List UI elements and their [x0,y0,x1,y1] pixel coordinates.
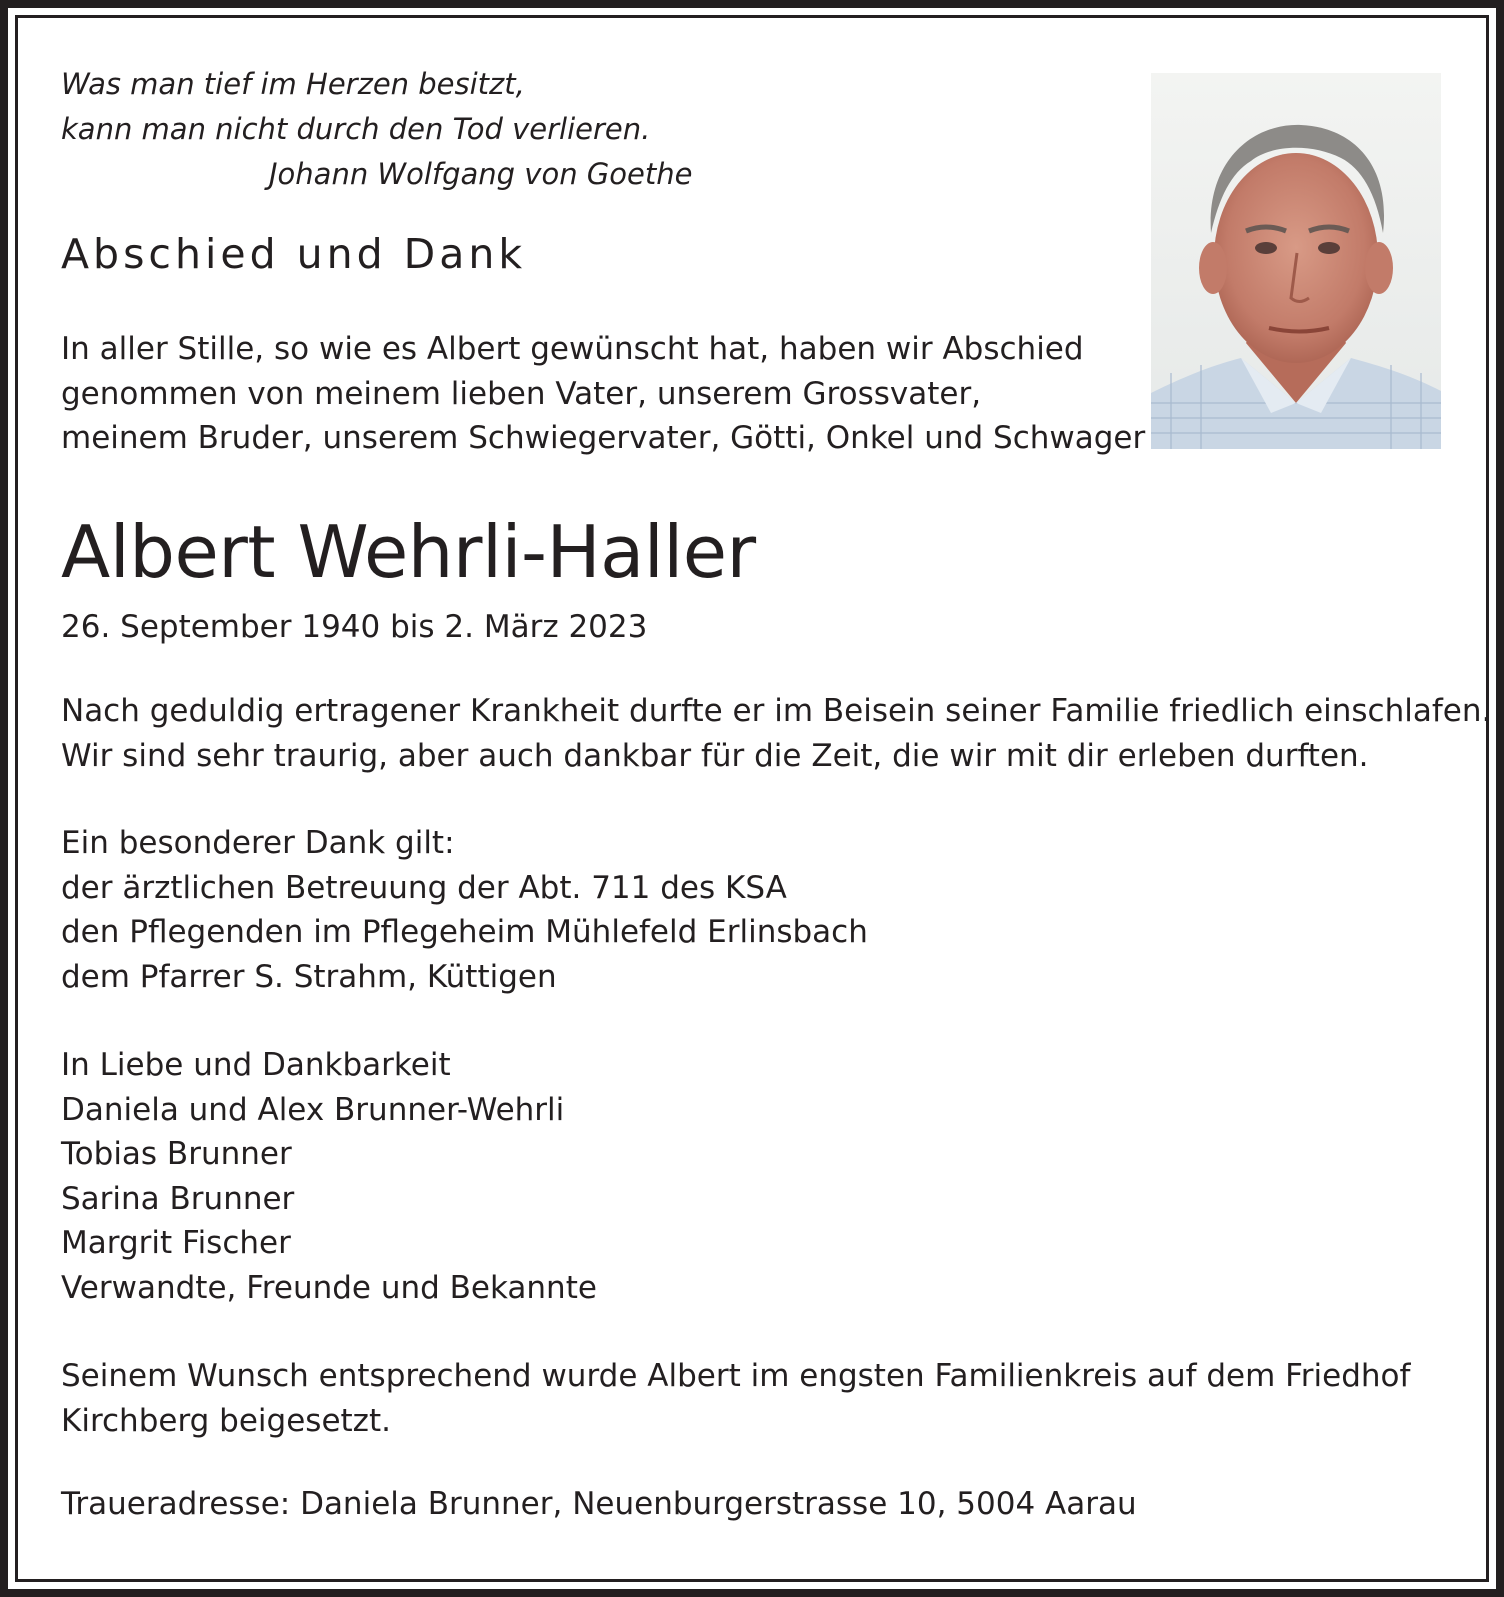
quote-author: Johann Wolfgang von Goethe [269,157,693,191]
signatory-line: Daniela und Alex Brunner-Wehrli [61,1091,565,1128]
heading: Abschied und Dank [61,230,527,278]
signatory-line: Tobias Brunner [61,1136,292,1172]
thanks-line: den Pflegenden im Pflegeheim Mühlefeld Erlinsbach [61,914,868,950]
paragraph-line: Wir sind sehr traurig, aber auch dankbar für die Zeit, die wir mit dir erleben durften. [61,737,1369,774]
portrait-illustration [1151,73,1441,449]
signatory-line: Sarina Brunner [61,1180,295,1217]
signatory-line: Margrit Fischer [61,1225,291,1261]
signatories-section [61,1043,597,1310]
intro-text [61,327,1145,461]
signatory-line: In Liebe und Dankbarkeit [61,1047,451,1083]
thanks-section [61,821,868,999]
quote-line: kann man nicht durch den Tod verlieren. [61,112,651,146]
thanks-line: Ein besonderer Dank gilt: [61,825,455,861]
deceased-name: Albert Wehrli-Haller [61,510,756,594]
intro-line: meinem Bruder, unserem Schwiegervater, Götti, Onkel und Schwager [61,420,1146,456]
burial-line: Kirchberg beigesetzt. [61,1402,391,1439]
quote-line: Was man tief im Herzen besitzt, [61,67,525,101]
burial-line: Seinem Wunsch entsprechend wurde Albert im engsten Familienkreis auf dem Friedhof [61,1358,1411,1394]
mourning-address: Traueradresse: Daniela Brunner, Neuenburgerstrasse 10, 5004 Aarau [61,1486,1137,1522]
thanks-line: dem Pfarrer S. Strahm, Küttigen [61,958,557,995]
life-dates: 26. September 1940 bis 2. März 2023 [61,609,648,645]
quote [61,62,650,152]
intro-line: genommen von meinem lieben Vater, unserem Grossvater, [61,375,982,412]
intro-line: In aller Stille, so wie es Albert gewünscht hat, haben wir Abschied [61,331,1084,367]
paragraph-line: Nach geduldig ertragener Krankheit durfte er im Beisein seiner Familie friedlich einschlafen. [61,693,1492,729]
thanks-line: der ärztlichen Betreuung der Abt. 711 des KSA [61,869,787,906]
burial-notice [61,1354,1410,1443]
paragraph-farewell [61,689,1491,778]
portrait-photo [1151,73,1441,449]
signatory-line: Verwandte, Freunde und Bekannte [61,1269,597,1306]
